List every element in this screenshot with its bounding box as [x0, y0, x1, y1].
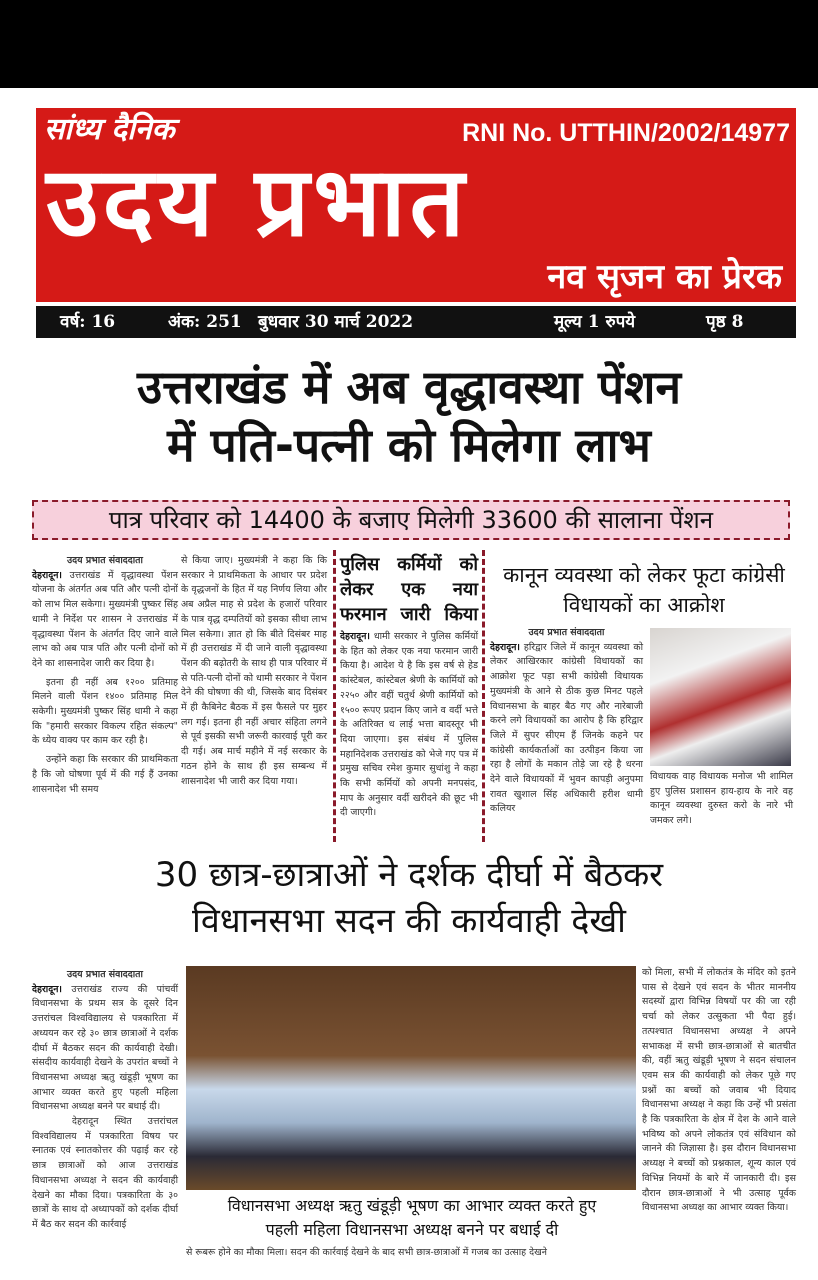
caption-line1: विधानसभा अध्यक्ष ऋतु खंडूड़ी भूषण का आभार व्यक्त करते हुए — [227, 1196, 597, 1215]
students-headline-line1: 30 छात्र-छात्राओं ने दर्शक दीर्घा में बैठकर — [154, 855, 664, 895]
lead-subhead: पात्र परिवार को 14400 के बजाए मिलेगी 33600 की सालाना पेंशन — [32, 500, 790, 540]
article-text: उन्होंने कहा कि सरकार की प्राथमिकता है कि जो घोषणा पूर्व में की गई हैं उनका शासनादेश भी समय — [32, 754, 178, 795]
dateline: देहरादून। — [32, 983, 62, 995]
students-group-photo — [186, 966, 636, 1190]
lead-column-2: से किया जाए। मुख्यमंत्री ने कहा कि कि सरकार ने प्राथमिकता के आधार पर प्रदेश के वृद्धजनों के हित में यह निर्णय लिया और अब अप्रैल माह से प्रदेश के हजारों परिवार के पात्र वृद्ध दम्पतियों को इसका सीधा लाभ मिल सकेगा। ज्ञात हो कि बीते दिसंबर माह में ही उत्तराखंड में दी जाने वाली वृद्धावस्था पेंशन की बढ़ोतरी के साथ ही पात्र परिवार में से पति-पत्नी दोनों को धामी सरकार ने पेंशन देने की घोषणा की थी, जिसके बाद दिसंबर में ही कैबिनेट बैठक में इस फैसले पर मुहर लग गई। इतना ही नहीं अचार संहिता लगने से पूर्व इसकी सभी जरूरी कारवाई पूरी कर दी गई। अब मार्च महीने में नई सरकार के गठन होने के साथ ही इस सम्बन्ध में शासनादेश भी जारी कर दिया गया। — [181, 555, 327, 787]
lead-headline — [30, 358, 788, 474]
dateline: देहरादून। — [32, 569, 62, 581]
photo-caption — [186, 1194, 638, 1242]
article-text: उत्तराखंड राज्य की पांचवीं विधानसभा के प्रथम सत्र के दूसरे दिन उत्तरांचल विश्वविद्यालय से पत्रकारिता में अध्ययन कर रहे ३० छात्र छात्राओं ने दर्शक दीर्घा में बैठकर सदन की कार्यवाही देखी। संसदीय कार्यवाही देखने के उपरांत बच्चों ने विधानसभा अध्यक्ष ऋतु खंडूड़ी भूषण का आभार व्यक्त करते हुए पहली महिला विधानसभा अध्यक्ष बनने पर बधाई दी। — [32, 983, 178, 1113]
byline: उदय प्रभात संवाददाता — [67, 555, 143, 566]
students-headline-line2: विधानसभा सदन की कार्यवाही देखी — [192, 901, 626, 941]
police-article — [340, 630, 478, 821]
congress-article — [490, 626, 643, 817]
year: वर्ष: 16 — [60, 312, 116, 332]
article-text: इतना ही नहीं अब १२०० प्रतिमाह मिलने वाली पेंशन १४०० प्रतिमाह मिल सकेगी। मुख्यमंत्री पुष्कर सिंह धामी ने कहा कि "हमारी सरकार विकल्प रहित संकल्प" के ध्येय वाक्य पर काम कर रही है। — [32, 676, 178, 747]
date: बुधवार 30 मार्च 2022 — [258, 312, 414, 332]
caption-line2: पहली महिला विधानसभा अध्यक्ष बनने पर बधाई दी — [265, 1220, 559, 1239]
masthead-subtitle: सांध्य दैनिक — [44, 112, 175, 147]
masthead — [36, 108, 796, 302]
masthead-tagline: नव सृजन का प्रेरक — [547, 257, 782, 297]
article-text: देहरादून स्थित उत्तरांचल विश्वविद्यालय में पत्रकारिता विषय पर स्नातक एवं स्नातकोत्तर की पढ़ाई कर रहे छात्र छात्राओं को आज उत्तराखंड विधानसभा अध्यक्ष ने सदन की कार्यवाही देखने का मौका दिया। पत्रकारिता के ३० छात्रों के साथ दो अध्यापकों को दर्शक दीर्घा में बैठ कर सदन की कार्रवाई — [32, 1116, 178, 1230]
lead-column-1 — [32, 554, 178, 797]
newspaper-name: उदय प्रभात — [46, 146, 469, 258]
protest-photo — [650, 628, 791, 766]
article-text: हरिद्वार जिले में कानून व्यवस्था को लेकर आखिरकार कांग्रेसी विधायकों का आक्रोश फूट पड़ा सभी कांग्रेसी विधायक मुख्यमंत्री के आने से ठीक कुछ मिनट पहले विधानसभा के बाहर बैठ गए और नारेबाजी करने लगे विधायकों का आरोप है कि हरिद्वार जिले में सुपर सीएम हैं जिनके कहने पर कांग्रेसी कार्यकर्ताओं का उत्पीड़न किया जा रहा है लोगों के मकान तोड़े जा रहे है धरना देने वाले विधायकों में भुवन कापड़ी अनुपमा रावत खुशाल सिंह अधिकारी हरीश धामी कलियर — [490, 641, 643, 815]
article-text: धामी सरकार ने पुलिस कर्मियों के हित को लेकर एक नया फरमान जारी किया है। आदेश ये है कि इस वर्ष से हेड कांस्टेबल, कांस्टेबल श्रेणी के कार्मियों को २२५० और वहीं चतुर्थ श्रेणी कार्मियों को १५०० रूपए प्रदान किए जाने व वर्दी भत्ते के अतिरिक्त ध लाई भत्ता बादस्तूर भी दिया जाएगा। इस संबंध में पुलिस महानिदेशक उत्तराखंड को भेजे गए पत्र में प्रमुख सचिव रमेश कुमार सुधांशु ने कहा कि सभी कर्मियों को अपनी मनपसंद, माप के अनुसार वर्दी खरीदने की छूट भी दी जाएगी। — [340, 631, 478, 819]
dateline: देहरादून। — [340, 631, 370, 642]
article-text: उत्तराखंड में वृद्धावस्था पेंशन योजना के अंतर्गत अब पति और पत्नी दोनों को लाभ मिल सकेगा। मुख्यमंत्री पुष्कर सिंह धामी ने निर्देश पर शासन ने उत्तराखंड में वृद्धावस्था पेंशन के अंतर्गत दिए जाने वाले लाभ को अब पात्र पति और पत्नी दोनों को देने का शासनादेश जारी कर दिया है। — [32, 569, 178, 669]
police-headline: पुलिस कर्मियों को लेकर एक नया फरमान जारी किया — [340, 554, 478, 625]
issue: अंक: 251 — [168, 312, 242, 332]
byline: उदय प्रभात संवाददाता — [67, 969, 143, 980]
dateline: देहरादून। — [490, 641, 520, 653]
police-box — [333, 550, 485, 842]
students-column-1 — [32, 968, 178, 1233]
students-foot-text: से रूबरू होने का मौका मिला। सदन की कार्रवाई देखने के बाद सभी छात्र-छात्राओं में गजब का उत्साह देखने — [186, 1247, 547, 1258]
page-number: पृष्ठ 8 — [706, 312, 744, 332]
congress-article-cont: विधायक वाह विधायक मनोज भी शामिल हुए पुलिस प्रशासन हाय-हाय के नारे वह कानून व्यवस्था दुरुस्त करो के नारे भी जमकर लगे। — [650, 771, 793, 827]
price: मूल्य 1 रुपये — [554, 312, 636, 332]
students-headline — [30, 852, 788, 944]
info-bar — [36, 306, 796, 338]
lead-headline-line2: में पति-पत्नी को मिलेगा लाभ — [167, 418, 651, 472]
congress-headline: कानून व्यवस्था को लेकर फूटा कांग्रेसी विधायकों का आक्रोश — [503, 563, 785, 617]
rni-number: RNI No. UTTHIN/2002/14977 — [462, 119, 790, 147]
byline: उदय प्रभात संवाददाता — [528, 627, 605, 638]
lead-headline-line1: उत्तराखंड में अब वृद्धावस्था पेंशन — [137, 360, 681, 414]
students-column-3: को मिला, सभी में लोकतंत्र के मंदिर को इतने पास से देखने एवं सदन के भीतर माननीय सदस्यों द्वारा विभिन्न विषयों पर की जा रही चर्चा को लेकर उत्सुकता भी पैदा हुई। तत्पश्चात विधानसभा अध्यक्ष ने अपने सभाकक्ष में सभी छात्र-छात्राओं से बातचीत की, वहीं ऋतु खंडूड़ी भूषण ने सदन संचालन एवम सत्र की कार्यवाही को लेकर पूछे गए प्रश्नों का बच्चों को जवाब भी दियाद विधानसभा अध्यक्ष ने कहा कि उन्हें भी प्रसंता है कि पत्रकारिता के क्षेत्र में देश के आने वाले भविष्य को अपने लोकतंत्र एवं संविधान को जानने की जिज्ञासा है। इस दौरान विधानसभा अध्यक्ष ने बच्चों को प्रश्नकाल, शून्य काल एवं विभिन्न नियमों के बारे में जानकारी दी। इस दौरान छात्र-छात्राओं ने भी उत्साह पूर्वक विधानसभा अध्यक्ष का आभार व्यक्त किया। — [642, 967, 796, 1214]
